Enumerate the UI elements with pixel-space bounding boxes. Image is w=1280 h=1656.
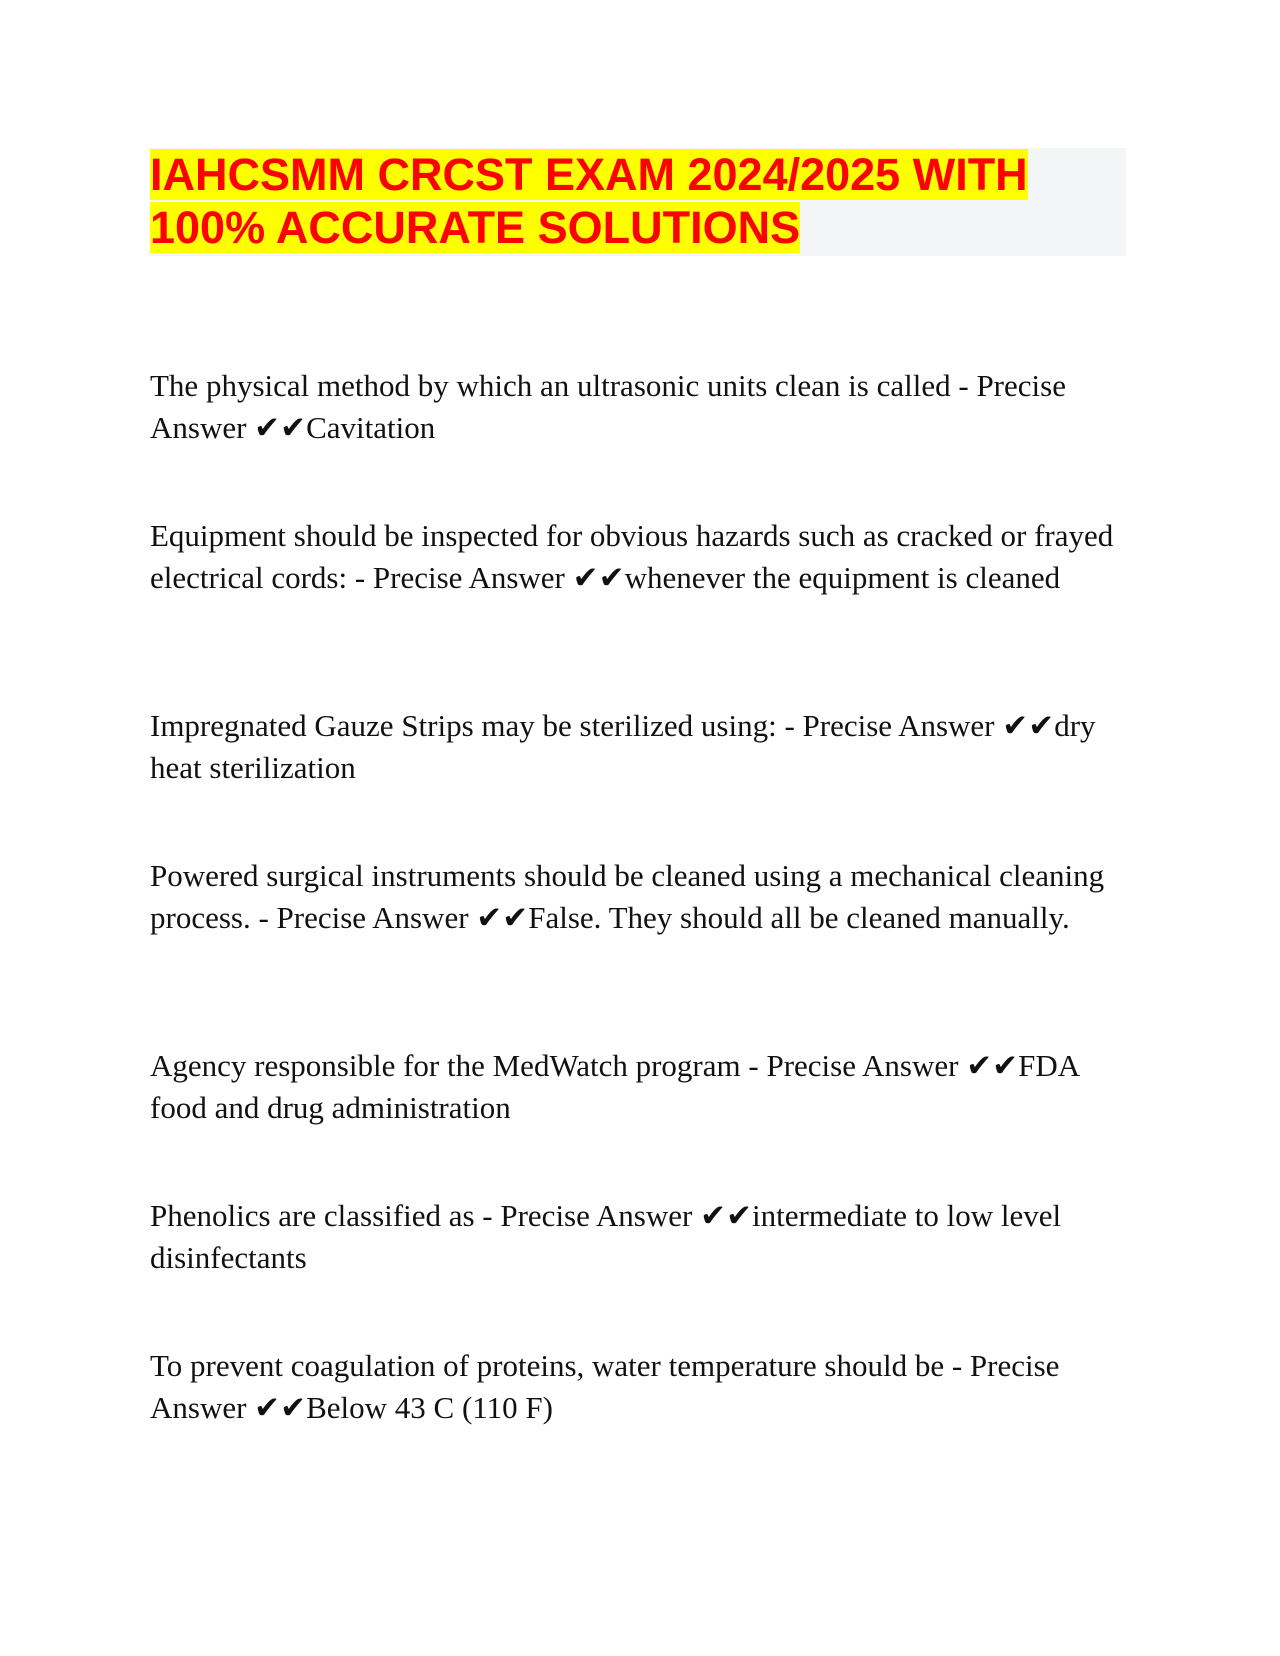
- answer-prefix: Precise Answer: [150, 368, 1066, 445]
- qa-item: [150, 515, 1140, 598]
- answer-text: FDA food and drug administration: [150, 1048, 1079, 1125]
- check-icon: ✔✔: [476, 899, 529, 935]
- title-line-1: IAHCSMM CRCST EXAM 2024/2025 WITH: [150, 149, 1028, 200]
- check-icon: ✔✔: [966, 1048, 1019, 1083]
- qa-item: [150, 365, 1140, 448]
- qa-item: [150, 1195, 1140, 1278]
- answer-text: whenever the equipment is cleaned: [624, 559, 1061, 595]
- check-icon: ✔✔: [254, 1389, 307, 1425]
- qa-item: [150, 1345, 1140, 1428]
- check-icon: ✔✔: [700, 1198, 753, 1233]
- answer-text: Below 43 C (110 F): [306, 1389, 553, 1425]
- check-icon: ✔✔: [254, 409, 307, 445]
- answer-prefix: Precise Answer: [500, 1198, 693, 1233]
- qa-item: [150, 855, 1140, 938]
- question-text: To prevent coagulation of proteins, water temperature should be -: [150, 1348, 963, 1383]
- answer-prefix: Precise Answer: [766, 1048, 959, 1083]
- answer-prefix: Precise Answer: [150, 1348, 1060, 1425]
- question-text: Agency responsible for the MedWatch program -: [150, 1048, 759, 1083]
- answer-prefix: Precise Answer: [276, 899, 469, 935]
- title-block: [150, 148, 1126, 256]
- question-text: The physical method by which an ultrasonic units clean is called -: [150, 368, 969, 403]
- question-text: Powered surgical instruments should be cleaned using a mechanical cleaning process. -: [150, 858, 1105, 935]
- question-text: Equipment should be inspected for obvious hazards such as cracked or frayed electrical cords: -: [150, 518, 1114, 595]
- question-text: Phenolics are classified as -: [150, 1198, 493, 1233]
- answer-text: False. They should all be cleaned manually.: [528, 899, 1070, 935]
- check-icon: ✔✔: [1002, 708, 1055, 743]
- answer-text: intermediate to low level disinfectants: [150, 1198, 1062, 1275]
- check-icon: ✔✔: [572, 559, 625, 595]
- qa-item: [150, 705, 1140, 788]
- answer-prefix: Precise Answer: [372, 559, 565, 595]
- document-title: [150, 148, 1126, 254]
- question-text: Impregnated Gauze Strips may be sterilized using: -: [150, 708, 795, 743]
- answer-text: Cavitation: [306, 409, 436, 445]
- answer-text: dry heat sterilization: [150, 708, 1096, 785]
- title-line-2: 100% ACCURATE SOLUTIONS: [150, 202, 801, 253]
- qa-item: [150, 1045, 1140, 1128]
- answer-prefix: Precise Answer: [802, 708, 995, 743]
